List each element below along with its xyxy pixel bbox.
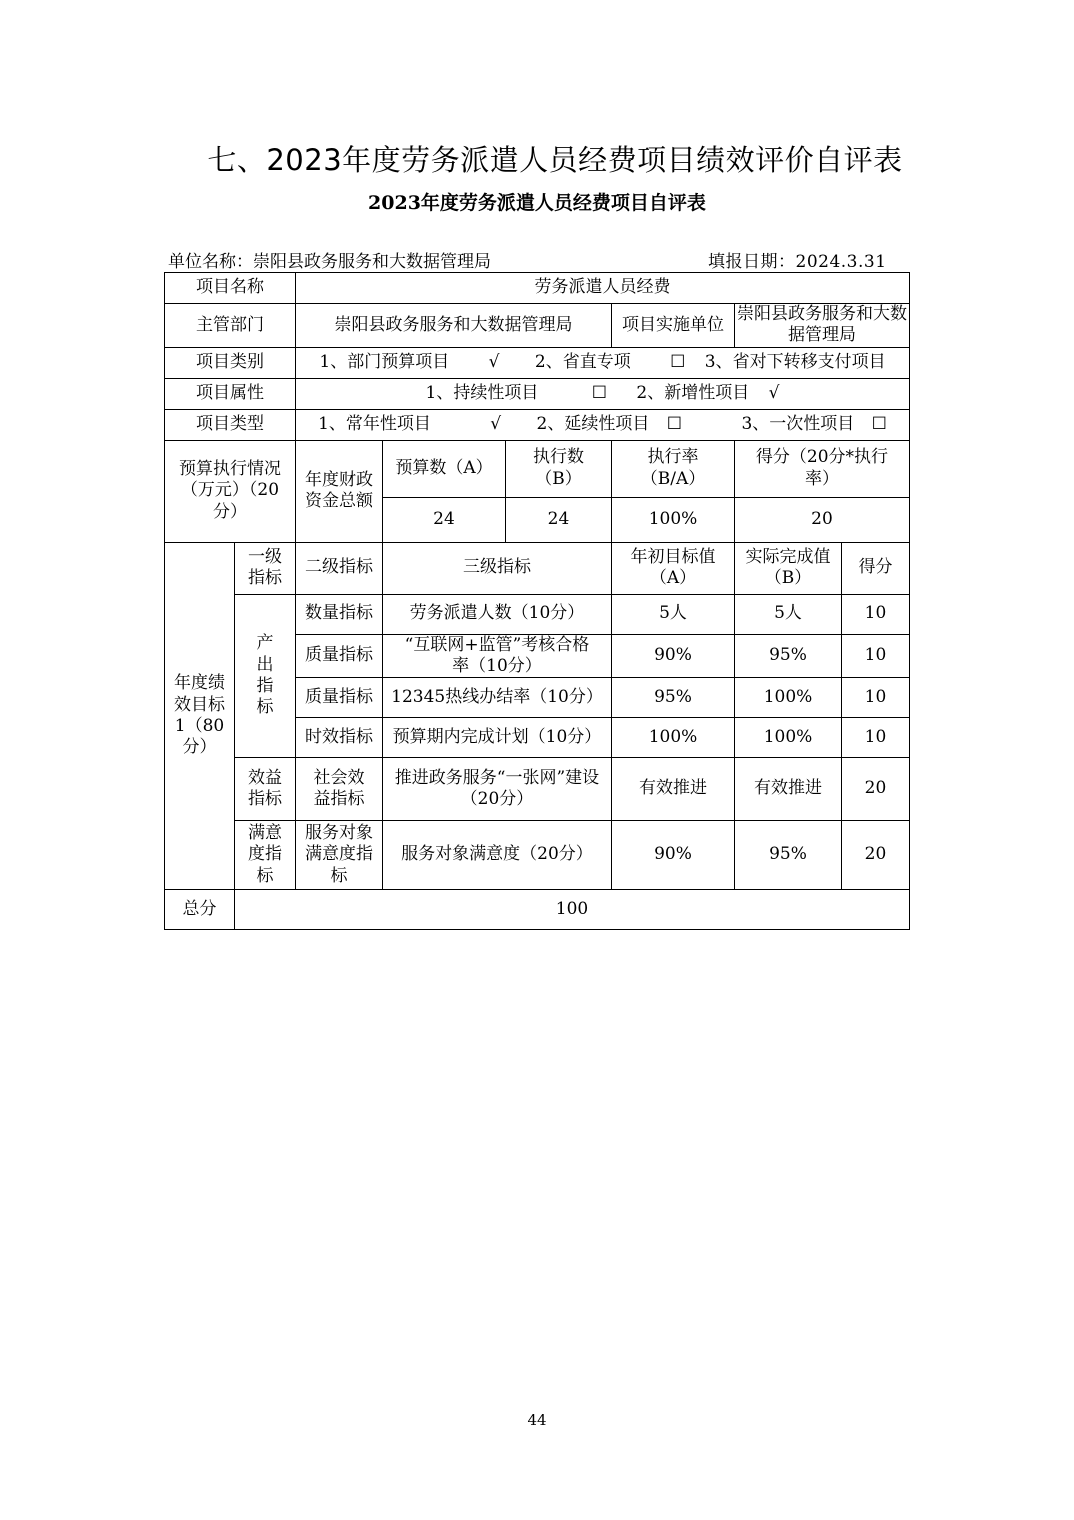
- actual-value: 有效推进: [735, 758, 842, 821]
- budget-header: 得分（20分*执行率）: [735, 440, 910, 497]
- option-text: 2、新增性项目: [636, 382, 750, 403]
- annual-goal-label: 年度绩效目标1（80分）: [165, 542, 235, 890]
- indicator-header: 一级指标: [235, 542, 296, 594]
- checkbox-icon: ☐: [871, 413, 887, 434]
- level2-indicator: 数量指标: [296, 594, 383, 634]
- level2-indicator: 质量指标: [296, 634, 383, 678]
- total-value: 100: [235, 890, 910, 930]
- option-text: 1、常年性项目: [318, 413, 431, 434]
- level3-indicator: 推进政务服务“一张网”建设（20分）: [383, 758, 612, 821]
- impl-unit-value: 崇阳县政务服务和大数据管理局: [735, 304, 910, 348]
- table-row: [165, 378, 910, 409]
- level2-indicator: 社会效益指标: [296, 758, 383, 821]
- page-title: 七、2023年度劳务派遣人员经费项目绩效评价自评表: [207, 143, 903, 177]
- level3-indicator: 服务对象满意度（20分）: [383, 821, 612, 890]
- checkbox-icon: ☐: [591, 382, 607, 403]
- dept-label: 主管部门: [165, 304, 296, 348]
- budget-value: 100%: [612, 497, 735, 542]
- target-value: 5人: [612, 594, 735, 634]
- level3-indicator: 劳务派遣人数（10分）: [383, 594, 612, 634]
- indicator-header: 三级指标: [383, 542, 612, 594]
- table-row: [165, 347, 910, 378]
- category-label: 项目类别: [165, 347, 296, 378]
- table-row: [165, 273, 910, 304]
- type-label: 项目类型: [165, 409, 296, 440]
- target-value: 90%: [612, 634, 735, 678]
- attr-label: 项目属性: [165, 378, 296, 409]
- indicator-header: 得分: [842, 542, 910, 594]
- benefit-indicator-label: 效益指标: [235, 758, 296, 821]
- option-text: 1、部门预算项目: [319, 351, 450, 372]
- category-options: [296, 347, 910, 378]
- budget-value: 24: [383, 497, 506, 542]
- level3-indicator: 12345热线办结率（10分）: [383, 678, 612, 718]
- budget-value: 20: [735, 497, 910, 542]
- satisfaction-indicator-label: 满意度指标: [235, 821, 296, 890]
- evaluation-table: [164, 272, 910, 930]
- table-row: [165, 542, 910, 594]
- level3-indicator: “互联网+监管”考核合格率（10分）: [383, 634, 612, 678]
- unit-name: 单位名称：崇阳县政务服务和大数据管理局: [168, 252, 491, 272]
- actual-value: 100%: [735, 718, 842, 758]
- target-value: 90%: [612, 821, 735, 890]
- score-value: 10: [842, 594, 910, 634]
- actual-value: 5人: [735, 594, 842, 634]
- score-value: 20: [842, 758, 910, 821]
- level3-indicator: 预算期内完成计划（10分）: [383, 718, 612, 758]
- option-text: 2、省直专项: [534, 351, 631, 372]
- score-value: 10: [842, 634, 910, 678]
- checkbox-icon: ☐: [670, 351, 686, 372]
- score-value: 10: [842, 678, 910, 718]
- table-row: [165, 409, 910, 440]
- checkmark-icon: √: [768, 382, 780, 403]
- table-row: [165, 890, 910, 930]
- option-text: 3、一次性项目: [741, 413, 855, 434]
- level2-indicator: 服务对象满意度指标: [296, 821, 383, 890]
- report-date: 填报日期：2024.3.31: [708, 252, 887, 272]
- budget-header: 执行率（B/A）: [612, 440, 735, 497]
- budget-value: 24: [506, 497, 612, 542]
- dept-value: 崇阳县政务服务和大数据管理局: [296, 304, 612, 348]
- option-text: 1、持续性项目: [425, 382, 539, 403]
- fund-label: 年度财政资金总额: [296, 440, 383, 542]
- target-value: 有效推进: [612, 758, 735, 821]
- project-name-value: 劳务派遣人员经费: [296, 273, 910, 304]
- option-text: 2、延续性项目: [536, 413, 650, 434]
- checkbox-icon: ☐: [666, 413, 683, 434]
- checkmark-icon: √: [490, 413, 502, 434]
- table-row: [165, 440, 910, 497]
- target-value: 100%: [612, 718, 735, 758]
- indicator-header: 实际完成值（B）: [735, 542, 842, 594]
- page-number: 44: [527, 1411, 547, 1429]
- score-value: 10: [842, 718, 910, 758]
- output-indicator-label: 产出指标: [235, 594, 296, 758]
- project-name-label: 项目名称: [165, 273, 296, 304]
- total-label: 总分: [165, 890, 235, 930]
- impl-unit-label: 项目实施单位: [612, 304, 735, 348]
- budget-header: 预算数（A）: [383, 440, 506, 497]
- option-text: 3、省对下转移支付项目: [704, 351, 886, 372]
- actual-value: 95%: [735, 634, 842, 678]
- table-row: [165, 304, 910, 348]
- actual-value: 100%: [735, 678, 842, 718]
- actual-value: 95%: [735, 821, 842, 890]
- table-row: [165, 594, 910, 634]
- indicator-header: 二级指标: [296, 542, 383, 594]
- checkmark-icon: √: [488, 351, 500, 372]
- table-row: [165, 821, 910, 890]
- level2-indicator: 时效指标: [296, 718, 383, 758]
- target-value: 95%: [612, 678, 735, 718]
- table-row: [165, 758, 910, 821]
- level2-indicator: 质量指标: [296, 678, 383, 718]
- indicator-header: 年初目标值（A）: [612, 542, 735, 594]
- table-title: 2023年度劳务派遣人员经费项目自评表: [368, 192, 706, 214]
- budget-header: 执行数（B）: [506, 440, 612, 497]
- attr-options: [296, 378, 910, 409]
- budget-label: 预算执行情况（万元）（20分）: [165, 440, 296, 542]
- score-value: 20: [842, 821, 910, 890]
- type-options: [296, 409, 910, 440]
